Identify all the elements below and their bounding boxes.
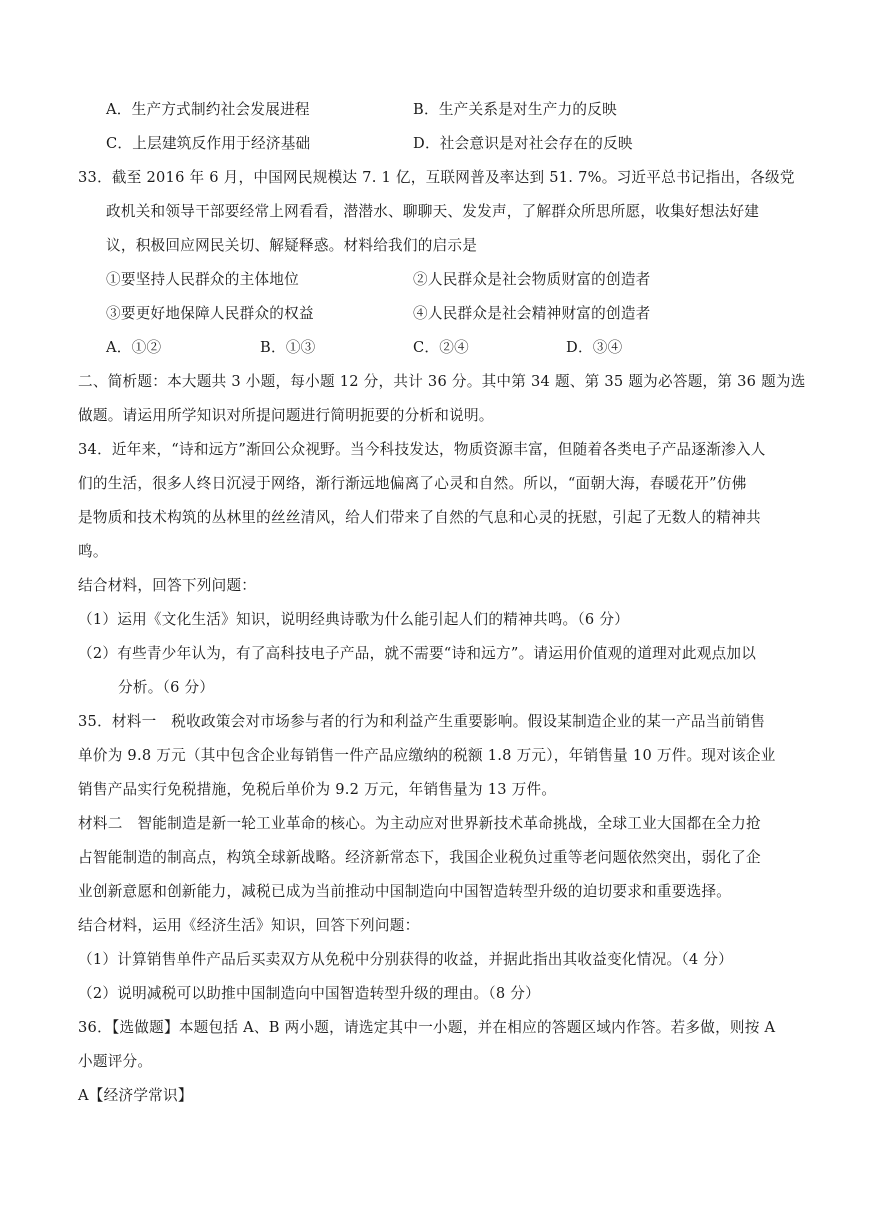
q34-sub-question-2-line-1: （2）有些青少年认为，有了高科技电子产品，就不需要“诗和远方”。请运用价值观的道理对此观点加以 bbox=[78, 645, 757, 662]
q35-material2-line-3: 业创新意愿和创新能力，减税已成为当前推动中国制造向中国智造转型升级的迫切要求和重要选择。 bbox=[78, 883, 732, 900]
q34-material-line-1: 34．近年来，“诗和远方”渐回公众视野。当今科技发达，物质资源丰富，但随着各类电子产品逐渐渗入人 bbox=[78, 441, 766, 458]
q34-material-line-3: 是物质和技术构筑的丛林里的丝丝清风，给人们带来了自然的气息和心灵的抚慰，引起了无数人的精神共 bbox=[78, 509, 761, 526]
q32-option-a: A．生产方式制约社会发展进程 bbox=[106, 101, 310, 118]
q33-option-c: C．②④ bbox=[413, 339, 469, 356]
q35-material2-line-2: 占智能制造的制高点，构筑全球新战略。经济新常态下，我国企业税负过重等老问题依然突出，弱化了企 bbox=[78, 849, 761, 866]
q33-option-d: D．③④ bbox=[566, 339, 623, 356]
q32-option-b: B．生产关系是对生产力的反映 bbox=[413, 101, 617, 118]
q34-sub-question-2-line-2: 分析。（6 分） bbox=[118, 679, 215, 696]
q33-option-a: A．①② bbox=[106, 339, 162, 356]
q33-item-3: ③要更好地保障人民群众的权益 bbox=[106, 305, 314, 322]
q33-option-b: B．①③ bbox=[260, 339, 316, 356]
q35-material1-line-1: 35．材料一 税收政策会对市场参与者的行为和利益产生重要影响。假设某制造企业的某一产品当前销售 bbox=[78, 713, 766, 730]
q33-item-4: ④人民群众是社会精神财富的创造者 bbox=[413, 305, 651, 322]
q32-option-d: D．社会意识是对社会存在的反映 bbox=[413, 135, 633, 152]
q34-material-line-2: 们的生活，很多人终日沉浸于网络，渐行渐远地偏离了心灵和自然。所以，“面朝大海，春暖花开”仿佛 bbox=[78, 475, 747, 492]
q34-sub-question-1: （1）运用《文化生活》知识，说明经典诗歌为什么能引起人们的精神共鸣。（6 分） bbox=[78, 611, 630, 628]
q34-material-line-4: 鸣。 bbox=[78, 543, 108, 560]
q34-prompt: 结合材料，回答下列问题： bbox=[78, 577, 257, 594]
q35-sub-question-2: （2）说明减税可以助推中国制造向中国智造转型升级的理由。（8 分） bbox=[78, 985, 540, 1002]
q35-material1-line-2: 单价为 9.8 万元（其中包含企业每销售一件产品应缴纳的税额 1.8 万元），年销售量 10 万件。现对该企业 bbox=[78, 747, 776, 764]
q33-item-2: ②人民群众是社会物质财富的创造者 bbox=[413, 271, 651, 288]
section2-heading-line-2: 做题。请运用所学知识对所提问题进行简明扼要的分析和说明。 bbox=[78, 407, 494, 424]
q35-material2-line-1: 材料二 智能制造是新一轮工业革命的核心。为主动应对世界新技术革命挑战，全球工业大国都在全力抢 bbox=[78, 815, 761, 832]
section2-heading-line-1: 二、简析题：本大题共 3 小题，每小题 12 分，共计 36 分。其中第 34 题、第 35 题为必答题，第 36 题为选 bbox=[78, 373, 806, 390]
q33-stem-line-1: 33．截至 2016 年 6 月，中国网民规模达 7. 1 亿，互联网普及率达到 51. 7%。习近平总书记指出，各级党 bbox=[78, 169, 795, 186]
q32-option-c: C．上层建筑反作用于经济基础 bbox=[106, 135, 311, 152]
q33-stem-line-2: 政机关和领导干部要经常上网看看，潜潜水、聊聊天、发发声，了解群众所思所愿，收集好想法好建 bbox=[106, 203, 760, 220]
q35-prompt: 结合材料，运用《经济生活》知识，回答下列问题： bbox=[78, 917, 420, 934]
q36-section-a-heading: A【经济学常识】 bbox=[78, 1087, 193, 1104]
q36-instruction-line-2: 小题评分。 bbox=[78, 1053, 153, 1070]
q33-stem-line-3: 议，积极回应网民关切、解疑释惑。材料给我们的启示是 bbox=[106, 237, 478, 254]
q35-material1-line-3: 销售产品实行免税措施，免税后单价为 9.2 万元，年销售量为 13 万件。 bbox=[78, 781, 557, 798]
q33-item-1: ①要坚持人民群众的主体地位 bbox=[106, 271, 299, 288]
q36-instruction-line-1: 36．【选做题】本题包括 A、B 两小题，请选定其中一小题，并在相应的答题区域内作答。若多做，则按 A bbox=[78, 1019, 776, 1036]
q35-sub-question-1: （1）计算销售单件产品后买卖双方从免税中分别获得的收益，并据此指出其收益变化情况。（4 分） bbox=[78, 951, 733, 968]
